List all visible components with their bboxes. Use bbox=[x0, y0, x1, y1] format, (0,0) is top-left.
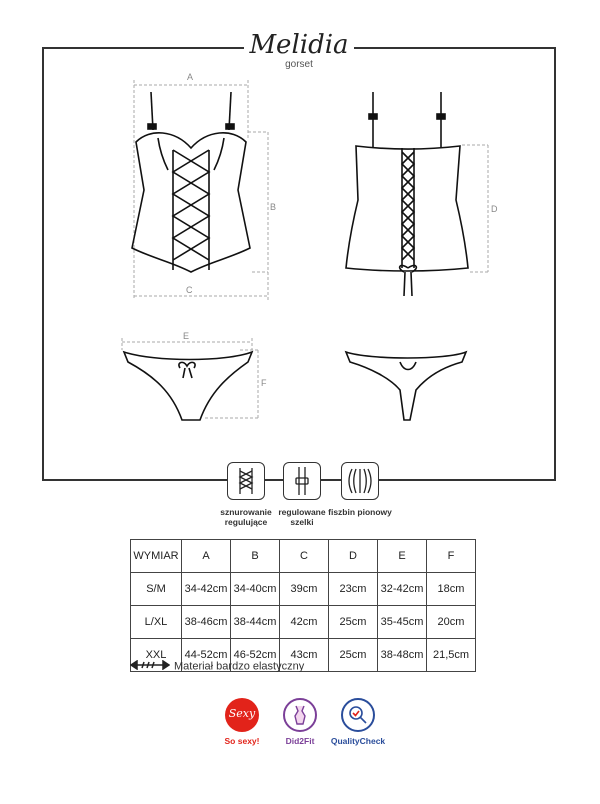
sexy-badge-text: Sexy bbox=[228, 707, 256, 720]
badge-sexy-label: So sexy! bbox=[224, 736, 260, 746]
table-cell: 18cm bbox=[427, 573, 476, 606]
dim-label-d: D bbox=[491, 204, 498, 214]
feature-boning-label: fiszbin pionowy bbox=[328, 507, 392, 517]
table-cell: S/M bbox=[131, 573, 182, 606]
dim-label-e: E bbox=[183, 331, 190, 341]
table-cell: 38-44cm bbox=[231, 606, 280, 639]
table-header-cell: F bbox=[427, 540, 476, 573]
table-cell: 34-42cm bbox=[182, 573, 231, 606]
feature-straps-label-1: regulowane bbox=[278, 507, 326, 517]
table-cell: 25cm bbox=[329, 606, 378, 639]
table-cell: L/XL bbox=[131, 606, 182, 639]
size-table bbox=[130, 539, 476, 672]
sexy-badge-icon bbox=[225, 698, 259, 732]
table-header-cell: B bbox=[231, 540, 280, 573]
table-cell: 39cm bbox=[280, 573, 329, 606]
dim-label-f: F bbox=[261, 378, 267, 388]
lacing-icon bbox=[227, 462, 265, 500]
table-header-cell: C bbox=[280, 540, 329, 573]
dim-label-a: A bbox=[187, 72, 194, 82]
table-cell: 25cm bbox=[329, 639, 378, 672]
feature-lacing-label-1: sznurowanie bbox=[220, 507, 272, 517]
dim-label-c: C bbox=[186, 285, 193, 295]
table-cell: 35-45cm bbox=[378, 606, 427, 639]
boning-icon bbox=[341, 462, 379, 500]
product-subtitle: gorset bbox=[285, 59, 313, 70]
table-header-cell: WYMIAR bbox=[131, 540, 182, 573]
badge-quality-label: QualityCheck bbox=[330, 736, 386, 746]
quality-check-icon bbox=[341, 698, 375, 732]
table-cell: 38-46cm bbox=[182, 606, 231, 639]
table-cell: 42cm bbox=[280, 606, 329, 639]
table-cell: 38-48cm bbox=[378, 639, 427, 672]
table-cell: 44-52cm bbox=[182, 639, 231, 672]
material-note bbox=[130, 660, 304, 673]
table-cell: 46-52cm bbox=[231, 639, 280, 672]
dim-label-b: B bbox=[270, 202, 277, 212]
badge-did2fit-label: Did2Fit bbox=[285, 736, 315, 746]
table-cell: 34-40cm bbox=[231, 573, 280, 606]
material-note-text: Materiał bardzo elastyczny bbox=[174, 660, 305, 673]
panty-front-drawing bbox=[124, 352, 252, 420]
table-row bbox=[131, 573, 476, 606]
table-row bbox=[131, 606, 476, 639]
table-header-cell: D bbox=[329, 540, 378, 573]
strap-adjuster-icon bbox=[283, 462, 321, 500]
corset-back-drawing bbox=[346, 92, 468, 296]
badge-quality bbox=[318, 698, 398, 746]
table-cell: 20cm bbox=[427, 606, 476, 639]
table-cell: 43cm bbox=[280, 639, 329, 672]
dress-fit-icon bbox=[283, 698, 317, 732]
feature-lacing-label-2: regulujące bbox=[224, 517, 268, 527]
feature-straps-label-2: szelki bbox=[290, 517, 314, 527]
table-cell: 23cm bbox=[329, 573, 378, 606]
table-cell: 32-42cm bbox=[378, 573, 427, 606]
table-cell: 21,5cm bbox=[427, 639, 476, 672]
size-table-header-row bbox=[131, 540, 476, 573]
feature-boning bbox=[320, 462, 400, 517]
table-header-cell: E bbox=[378, 540, 427, 573]
dimension-lines bbox=[122, 80, 488, 418]
table-header-cell: A bbox=[182, 540, 231, 573]
stretch-arrow-icon bbox=[130, 660, 170, 673]
corset-front-drawing bbox=[132, 92, 250, 272]
table-cell: XXL bbox=[131, 639, 182, 672]
panty-back-drawing bbox=[346, 352, 466, 420]
brand-title: Melidia bbox=[249, 30, 349, 60]
